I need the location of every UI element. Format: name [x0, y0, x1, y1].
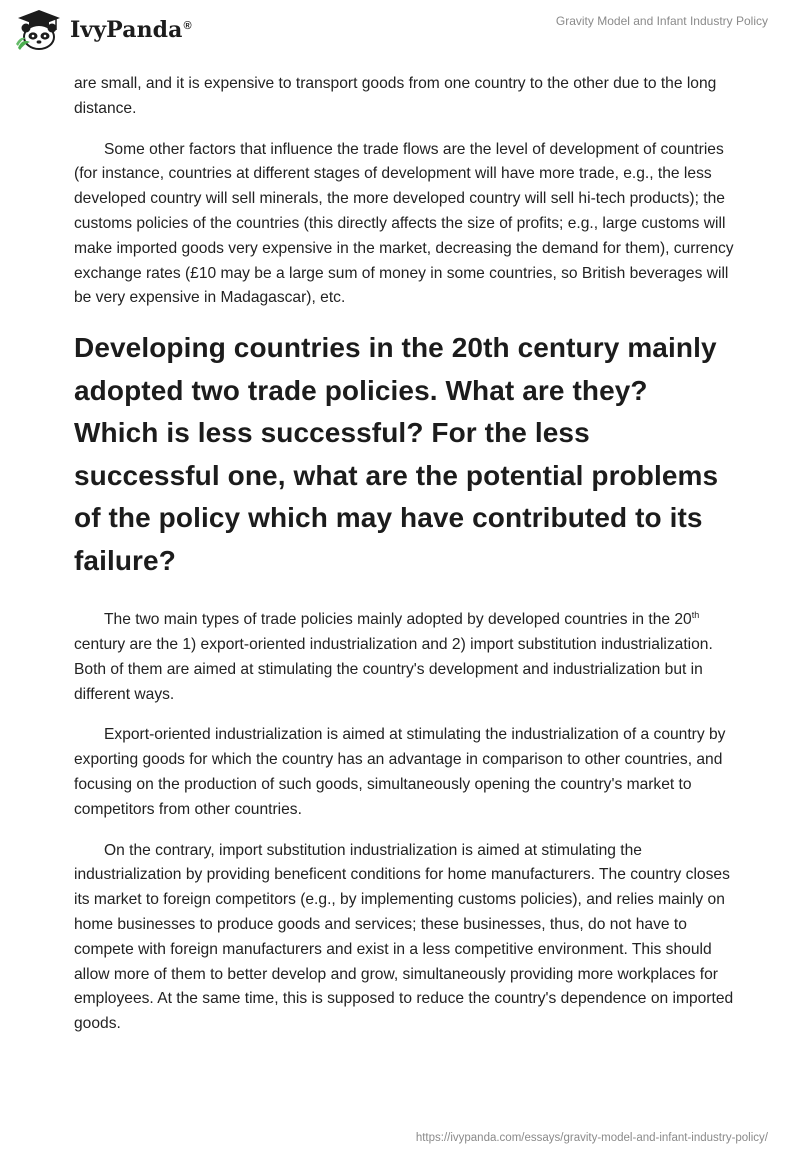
panda-graduate-icon [14, 8, 64, 52]
source-url-link[interactable]: https://ivypanda.com/essays/gravity-model-and-infant-industry-policy/ [415, 1132, 768, 1144]
paragraph-continued: are small, and it is expensive to transport goods from one country to the other due to the long distance. [74, 75, 717, 117]
paragraph-trade-policies: The two main types of trade policies mainly adopted by developed countries in the 20th century are the 1) export-oriented industrialization and 2) import substitution industrialization. Both of them are aimed at stimulating the country's development and industrialization but in different ways. [74, 609, 713, 703]
paragraph-import-substitution: On the contrary, import substitution industrialization is aimed at stimulating the industrialization by providing beneficent conditions for home manufacturers. The country closes its market to foreign competitors (e.g., by implementing customs policies), and relies mainly on home businesses to produce goods and services; these businesses, thus, do not have to compete with foreign manufacturers and exist in a less competitive environment. This should allow more of them to better develop and grow, simultaneously providing more workplaces for employees. At the same time, this is supposed to reduce the country's dependence on imported goods. [74, 841, 734, 1033]
section-heading: Developing countries in the 20th century mainly adopted two trade policies. What are they? Which is less successful? For the less successful one, what are the potential problems of the policy which may have contributed to its failure? [74, 332, 719, 576]
paragraph-trade-factors: Some other factors that influence the trade flows are the level of development of countries (for instance, countries at different stages of development will have more trade, e.g., the less developed country will sell minerals, the more developed country will sell hi-tech products); the customs policies of the countries (this directly affects the size of profits; e.g., large customs will make imported goods very expensive in the market, decreasing the demand for them), currency exchange rates (£10 may be a large sum of money in some countries, so British beverages will be very expensive in Madagascar), etc. [74, 140, 734, 307]
document-title: Gravity Model and Infant Industry Policy [555, 14, 768, 28]
paragraph-export-oriented: Export-oriented industrialization is aimed at stimulating the industrialization of a country by exporting goods for which the country has an advantage in comparison to other countries, and focusing on the production of such goods, simultaneously opening the country's market to competitors from other countries. [74, 726, 726, 818]
essay-body [74, 72, 734, 1053]
logo-wordmark: IvyPanda® [70, 17, 192, 43]
ivypanda-logo[interactable] [14, 8, 192, 52]
page-header [0, 0, 800, 70]
